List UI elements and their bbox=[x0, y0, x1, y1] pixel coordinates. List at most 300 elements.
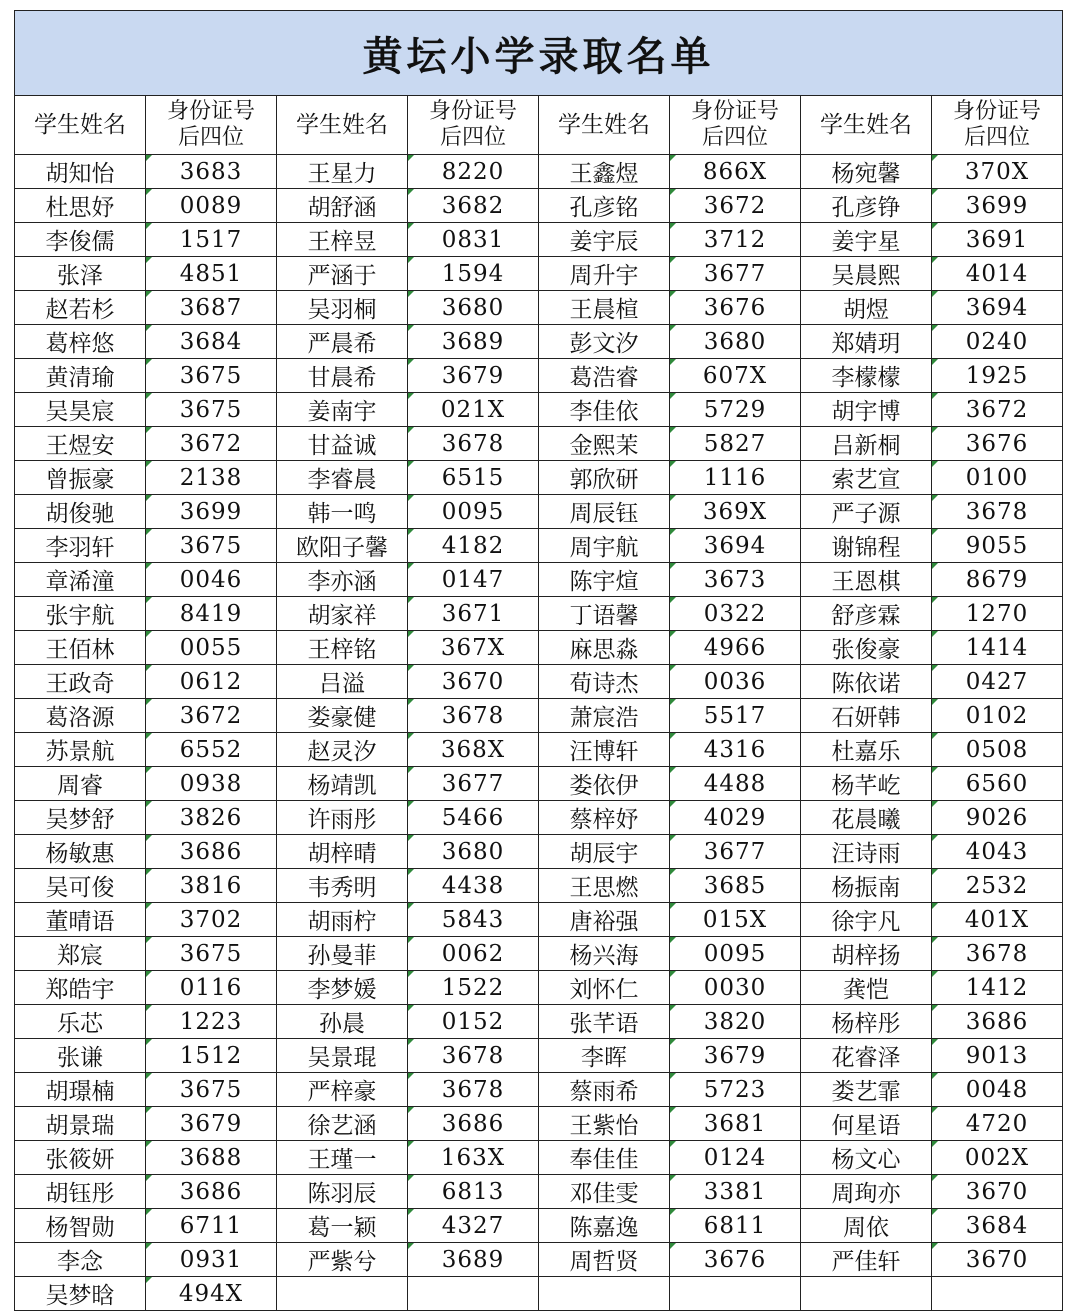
table-row bbox=[15, 155, 1063, 189]
id-last4-cell: 3686 bbox=[408, 1107, 539, 1141]
student-name-cell: 黄清瑜 bbox=[15, 359, 146, 393]
id-last4-cell: 3680 bbox=[408, 291, 539, 325]
id-last4-cell: 2138 bbox=[146, 461, 277, 495]
student-name-cell: 娄依伊 bbox=[539, 767, 670, 801]
id-last4-cell bbox=[932, 1277, 1063, 1311]
student-name-cell: 胡雨柠 bbox=[277, 903, 408, 937]
student-name-cell: 王思燃 bbox=[539, 869, 670, 903]
student-name-cell: 孙曼菲 bbox=[277, 937, 408, 971]
id-last4-cell: 1270 bbox=[932, 597, 1063, 631]
student-name-cell: 严子源 bbox=[801, 495, 932, 529]
id-last4-cell: 3678 bbox=[408, 1039, 539, 1073]
student-name-cell: 欧阳子馨 bbox=[277, 529, 408, 563]
student-name-cell: 李晖 bbox=[539, 1039, 670, 1073]
student-name-cell: 严涵于 bbox=[277, 257, 408, 291]
student-name-cell: 吴昊宸 bbox=[15, 393, 146, 427]
student-name-cell: 王恩棋 bbox=[801, 563, 932, 597]
student-name-cell: 赵灵汐 bbox=[277, 733, 408, 767]
student-name-cell: 李睿晨 bbox=[277, 461, 408, 495]
student-name-cell: 胡璟楠 bbox=[15, 1073, 146, 1107]
id-last4-cell: 163X bbox=[408, 1141, 539, 1175]
student-name-cell: 张宇航 bbox=[15, 597, 146, 631]
header-id-last4 bbox=[408, 96, 539, 155]
student-name-cell: 李亦涵 bbox=[277, 563, 408, 597]
id-last4-cell: 3826 bbox=[146, 801, 277, 835]
id-last4-cell: 3672 bbox=[670, 189, 801, 223]
student-name-cell: 娄豪健 bbox=[277, 699, 408, 733]
student-name-cell: 王瑾一 bbox=[277, 1141, 408, 1175]
id-last4-cell: 3675 bbox=[146, 937, 277, 971]
student-name-cell bbox=[277, 1277, 408, 1311]
id-last4-cell: 3677 bbox=[670, 835, 801, 869]
student-name-cell: 杨靖凯 bbox=[277, 767, 408, 801]
id-last4-cell: 0055 bbox=[146, 631, 277, 665]
student-name-cell: 严佳轩 bbox=[801, 1243, 932, 1277]
id-last4-cell: 3683 bbox=[146, 155, 277, 189]
id-last4-cell: 6811 bbox=[670, 1209, 801, 1243]
id-last4-cell: 3678 bbox=[408, 427, 539, 461]
id-last4-cell: 0427 bbox=[932, 665, 1063, 699]
student-name-cell: 蔡雨希 bbox=[539, 1073, 670, 1107]
id-last4-cell: 1517 bbox=[146, 223, 277, 257]
id-last4-cell: 0240 bbox=[932, 325, 1063, 359]
header-student-name: 学生姓名 bbox=[801, 96, 932, 155]
id-last4-cell: 367X bbox=[408, 631, 539, 665]
id-last4-cell: 6813 bbox=[408, 1175, 539, 1209]
id-last4-cell: 4720 bbox=[932, 1107, 1063, 1141]
table-row bbox=[15, 223, 1063, 257]
id-last4-cell: 1925 bbox=[932, 359, 1063, 393]
student-name-cell: 金熙茉 bbox=[539, 427, 670, 461]
id-last4-cell: 1512 bbox=[146, 1039, 277, 1073]
student-name-cell: 吴景琨 bbox=[277, 1039, 408, 1073]
id-last4-cell: 494X bbox=[146, 1277, 277, 1311]
student-name-cell: 吴可俊 bbox=[15, 869, 146, 903]
table-row bbox=[15, 1039, 1063, 1073]
id-last4-cell: 3381 bbox=[670, 1175, 801, 1209]
id-last4-cell: 4488 bbox=[670, 767, 801, 801]
student-name-cell: 荀诗杰 bbox=[539, 665, 670, 699]
student-name-cell: 吴梦晗 bbox=[15, 1277, 146, 1311]
student-name-cell: 王梓昱 bbox=[277, 223, 408, 257]
id-last4-cell: 0612 bbox=[146, 665, 277, 699]
student-name-cell bbox=[801, 1277, 932, 1311]
student-name-cell: 李俊儒 bbox=[15, 223, 146, 257]
student-name-cell: 王佰林 bbox=[15, 631, 146, 665]
table-row bbox=[15, 257, 1063, 291]
student-name-cell: 周依 bbox=[801, 1209, 932, 1243]
student-name-cell: 胡知怡 bbox=[15, 155, 146, 189]
id-last4-cell: 021X bbox=[408, 393, 539, 427]
student-name-cell: 邓佳雯 bbox=[539, 1175, 670, 1209]
student-name-cell: 张谦 bbox=[15, 1039, 146, 1073]
id-last4-cell: 3699 bbox=[932, 189, 1063, 223]
id-last4-cell: 3682 bbox=[408, 189, 539, 223]
id-last4-cell: 3676 bbox=[932, 427, 1063, 461]
student-name-cell: 许雨彤 bbox=[277, 801, 408, 835]
id-last4-cell: 0095 bbox=[408, 495, 539, 529]
id-last4-cell: 0046 bbox=[146, 563, 277, 597]
id-last4-cell: 1522 bbox=[408, 971, 539, 1005]
student-name-cell: 萧宸浩 bbox=[539, 699, 670, 733]
id-last4-cell: 0116 bbox=[146, 971, 277, 1005]
student-name-cell: 胡煜 bbox=[801, 291, 932, 325]
student-name-cell: 杨芊屹 bbox=[801, 767, 932, 801]
table-row bbox=[15, 733, 1063, 767]
student-name-cell: 胡梓晴 bbox=[277, 835, 408, 869]
id-last4-cell bbox=[408, 1277, 539, 1311]
table-row bbox=[15, 1005, 1063, 1039]
id-last4-cell: 0089 bbox=[146, 189, 277, 223]
student-name-cell: 龚恺 bbox=[801, 971, 932, 1005]
student-name-cell: 李羽轩 bbox=[15, 529, 146, 563]
student-name-cell: 杜思妤 bbox=[15, 189, 146, 223]
student-name-cell: 赵若杉 bbox=[15, 291, 146, 325]
id-last4-cell: 4438 bbox=[408, 869, 539, 903]
table-row bbox=[15, 971, 1063, 1005]
student-name-cell: 葛洛源 bbox=[15, 699, 146, 733]
id-last4-cell: 0322 bbox=[670, 597, 801, 631]
student-name-cell: 汪博轩 bbox=[539, 733, 670, 767]
student-name-cell: 韦秀明 bbox=[277, 869, 408, 903]
id-last4-cell: 0062 bbox=[408, 937, 539, 971]
id-last4-cell: 3672 bbox=[932, 393, 1063, 427]
student-name-cell: 花睿泽 bbox=[801, 1039, 932, 1073]
id-last4-cell: 3672 bbox=[146, 699, 277, 733]
header-student-name: 学生姓名 bbox=[15, 96, 146, 155]
table-row bbox=[15, 903, 1063, 937]
student-name-cell: 杨梓彤 bbox=[801, 1005, 932, 1039]
id-last4-cell: 3687 bbox=[146, 291, 277, 325]
id-last4-cell: 9055 bbox=[932, 529, 1063, 563]
id-last4-cell: 6552 bbox=[146, 733, 277, 767]
student-name-cell: 索艺宣 bbox=[801, 461, 932, 495]
student-name-cell: 丁语馨 bbox=[539, 597, 670, 631]
id-last4-cell: 5466 bbox=[408, 801, 539, 835]
id-last4-cell: 3671 bbox=[408, 597, 539, 631]
student-name-cell: 姜宇星 bbox=[801, 223, 932, 257]
id-last4-cell: 3678 bbox=[408, 699, 539, 733]
id-last4-cell: 0048 bbox=[932, 1073, 1063, 1107]
student-name-cell: 曾振豪 bbox=[15, 461, 146, 495]
id-last4-cell: 3670 bbox=[408, 665, 539, 699]
student-name-cell: 张俊豪 bbox=[801, 631, 932, 665]
id-last4-cell: 3685 bbox=[670, 869, 801, 903]
id-last4-cell: 3694 bbox=[670, 529, 801, 563]
id-last4-cell: 002X bbox=[932, 1141, 1063, 1175]
id-last4-cell: 0124 bbox=[670, 1141, 801, 1175]
student-name-cell bbox=[539, 1277, 670, 1311]
student-name-cell: 杨宛馨 bbox=[801, 155, 932, 189]
student-name-cell: 李梦媛 bbox=[277, 971, 408, 1005]
student-name-cell: 胡舒涵 bbox=[277, 189, 408, 223]
student-name-cell: 徐艺涵 bbox=[277, 1107, 408, 1141]
id-last4-cell: 4043 bbox=[932, 835, 1063, 869]
id-last4-cell: 3678 bbox=[932, 937, 1063, 971]
student-name-cell: 周宇航 bbox=[539, 529, 670, 563]
id-last4-cell: 4182 bbox=[408, 529, 539, 563]
header-id-line1: 身份证号 bbox=[166, 99, 255, 124]
id-last4-cell: 3675 bbox=[146, 1073, 277, 1107]
student-name-cell: 陈宇煊 bbox=[539, 563, 670, 597]
header-id-line2: 后四位 bbox=[439, 125, 506, 150]
student-name-cell: 汪诗雨 bbox=[801, 835, 932, 869]
table-row bbox=[15, 1243, 1063, 1277]
table-row bbox=[15, 1175, 1063, 1209]
id-last4-cell: 370X bbox=[932, 155, 1063, 189]
student-name-cell: 杨智勋 bbox=[15, 1209, 146, 1243]
admission-list-table bbox=[14, 10, 1063, 1311]
table-row bbox=[15, 937, 1063, 971]
table-row bbox=[15, 1107, 1063, 1141]
student-name-cell: 甘晨希 bbox=[277, 359, 408, 393]
id-last4-cell: 3712 bbox=[670, 223, 801, 257]
student-name-cell: 郑宸 bbox=[15, 937, 146, 971]
student-name-cell: 吴羽桐 bbox=[277, 291, 408, 325]
id-last4-cell: 1223 bbox=[146, 1005, 277, 1039]
student-name-cell: 唐裕强 bbox=[539, 903, 670, 937]
id-last4-cell: 3675 bbox=[146, 359, 277, 393]
header-id-line1: 身份证号 bbox=[690, 99, 779, 124]
id-last4-cell: 3676 bbox=[670, 1243, 801, 1277]
id-last4-cell: 5843 bbox=[408, 903, 539, 937]
student-name-cell: 徐宇凡 bbox=[801, 903, 932, 937]
table-row bbox=[15, 699, 1063, 733]
student-name-cell: 周哲贤 bbox=[539, 1243, 670, 1277]
id-last4-cell: 6560 bbox=[932, 767, 1063, 801]
id-last4-cell: 3680 bbox=[670, 325, 801, 359]
student-name-cell: 何星语 bbox=[801, 1107, 932, 1141]
id-last4-cell: 5729 bbox=[670, 393, 801, 427]
id-last4-cell: 3684 bbox=[146, 325, 277, 359]
id-last4-cell: 3670 bbox=[932, 1243, 1063, 1277]
table-row bbox=[15, 189, 1063, 223]
id-last4-cell: 3688 bbox=[146, 1141, 277, 1175]
student-name-cell: 苏景航 bbox=[15, 733, 146, 767]
table-row bbox=[15, 563, 1063, 597]
table-row bbox=[15, 597, 1063, 631]
header-row bbox=[15, 96, 1063, 155]
student-name-cell: 严晨希 bbox=[277, 325, 408, 359]
student-name-cell: 胡景瑞 bbox=[15, 1107, 146, 1141]
id-last4-cell: 3686 bbox=[932, 1005, 1063, 1039]
id-last4-cell: 1116 bbox=[670, 461, 801, 495]
student-name-cell: 王晨楦 bbox=[539, 291, 670, 325]
student-name-cell: 娄艺霏 bbox=[801, 1073, 932, 1107]
id-last4-cell: 4851 bbox=[146, 257, 277, 291]
header-id-last4 bbox=[670, 96, 801, 155]
header-student-name: 学生姓名 bbox=[539, 96, 670, 155]
id-last4-cell: 3672 bbox=[146, 427, 277, 461]
student-name-cell: 胡辰宇 bbox=[539, 835, 670, 869]
student-name-cell: 姜南宇 bbox=[277, 393, 408, 427]
id-last4-cell: 0831 bbox=[408, 223, 539, 257]
student-name-cell: 奉佳佳 bbox=[539, 1141, 670, 1175]
table-row bbox=[15, 461, 1063, 495]
student-name-cell: 杨兴海 bbox=[539, 937, 670, 971]
id-last4-cell: 3679 bbox=[670, 1039, 801, 1073]
student-name-cell: 姜宇辰 bbox=[539, 223, 670, 257]
id-last4-cell: 0036 bbox=[670, 665, 801, 699]
student-name-cell: 王梓铭 bbox=[277, 631, 408, 665]
student-name-cell: 韩一鸣 bbox=[277, 495, 408, 529]
student-name-cell: 吕新桐 bbox=[801, 427, 932, 461]
page-title: 黄坛小学录取名单 bbox=[15, 11, 1063, 96]
id-last4-cell: 3678 bbox=[932, 495, 1063, 529]
student-name-cell: 孙晨 bbox=[277, 1005, 408, 1039]
id-last4-cell: 0938 bbox=[146, 767, 277, 801]
student-name-cell: 胡钰彤 bbox=[15, 1175, 146, 1209]
id-last4-cell: 3675 bbox=[146, 393, 277, 427]
student-name-cell: 王政奇 bbox=[15, 665, 146, 699]
student-name-cell: 乐芯 bbox=[15, 1005, 146, 1039]
id-last4-cell: 369X bbox=[670, 495, 801, 529]
table-row bbox=[15, 427, 1063, 461]
header-student-name: 学生姓名 bbox=[277, 96, 408, 155]
id-last4-cell: 401X bbox=[932, 903, 1063, 937]
student-name-cell: 蔡梓妤 bbox=[539, 801, 670, 835]
id-last4-cell: 3684 bbox=[932, 1209, 1063, 1243]
id-last4-cell: 9026 bbox=[932, 801, 1063, 835]
student-name-cell: 杨敏惠 bbox=[15, 835, 146, 869]
student-name-cell: 吕溢 bbox=[277, 665, 408, 699]
student-name-cell: 胡梓扬 bbox=[801, 937, 932, 971]
student-name-cell: 葛浩睿 bbox=[539, 359, 670, 393]
table-row bbox=[15, 1141, 1063, 1175]
student-name-cell: 胡宇博 bbox=[801, 393, 932, 427]
id-last4-cell: 4966 bbox=[670, 631, 801, 665]
id-last4-cell: 3675 bbox=[146, 529, 277, 563]
student-name-cell: 彭文汐 bbox=[539, 325, 670, 359]
student-name-cell: 孔彦铭 bbox=[539, 189, 670, 223]
id-last4-cell: 866X bbox=[670, 155, 801, 189]
id-last4-cell: 8220 bbox=[408, 155, 539, 189]
student-name-cell: 杜嘉乐 bbox=[801, 733, 932, 767]
id-last4-cell: 3681 bbox=[670, 1107, 801, 1141]
id-last4-cell: 4327 bbox=[408, 1209, 539, 1243]
student-name-cell: 李念 bbox=[15, 1243, 146, 1277]
id-last4-cell: 1414 bbox=[932, 631, 1063, 665]
student-name-cell: 王煜安 bbox=[15, 427, 146, 461]
id-last4-cell: 5517 bbox=[670, 699, 801, 733]
id-last4-cell: 5827 bbox=[670, 427, 801, 461]
id-last4-cell: 3699 bbox=[146, 495, 277, 529]
id-last4-cell: 2532 bbox=[932, 869, 1063, 903]
id-last4-cell: 3702 bbox=[146, 903, 277, 937]
student-name-cell: 吴晨熙 bbox=[801, 257, 932, 291]
id-last4-cell: 9013 bbox=[932, 1039, 1063, 1073]
table-row bbox=[15, 529, 1063, 563]
student-name-cell: 李佳依 bbox=[539, 393, 670, 427]
id-last4-cell bbox=[670, 1277, 801, 1311]
id-last4-cell: 3677 bbox=[408, 767, 539, 801]
id-last4-cell: 3680 bbox=[408, 835, 539, 869]
student-name-cell: 张芊语 bbox=[539, 1005, 670, 1039]
table-row bbox=[15, 835, 1063, 869]
table-row bbox=[15, 767, 1063, 801]
student-name-cell: 葛一颖 bbox=[277, 1209, 408, 1243]
student-name-cell: 李檬檬 bbox=[801, 359, 932, 393]
student-name-cell: 严紫兮 bbox=[277, 1243, 408, 1277]
id-last4-cell: 015X bbox=[670, 903, 801, 937]
id-last4-cell: 3686 bbox=[146, 835, 277, 869]
header-id-line2: 后四位 bbox=[701, 125, 768, 150]
id-last4-cell: 8419 bbox=[146, 597, 277, 631]
table-row bbox=[15, 1277, 1063, 1311]
id-last4-cell: 0102 bbox=[932, 699, 1063, 733]
table-row bbox=[15, 359, 1063, 393]
student-name-cell: 王星力 bbox=[277, 155, 408, 189]
student-name-cell: 王鑫煜 bbox=[539, 155, 670, 189]
student-name-cell: 严梓豪 bbox=[277, 1073, 408, 1107]
student-name-cell: 刘怀仁 bbox=[539, 971, 670, 1005]
header-id-line1: 身份证号 bbox=[952, 99, 1041, 124]
table-row bbox=[15, 291, 1063, 325]
id-last4-cell: 0152 bbox=[408, 1005, 539, 1039]
student-name-cell: 孔彦铮 bbox=[801, 189, 932, 223]
header-id-line2: 后四位 bbox=[177, 125, 244, 150]
id-last4-cell: 607X bbox=[670, 359, 801, 393]
id-last4-cell: 4316 bbox=[670, 733, 801, 767]
student-name-cell: 甘益诚 bbox=[277, 427, 408, 461]
id-last4-cell: 3677 bbox=[670, 257, 801, 291]
id-last4-cell: 0100 bbox=[932, 461, 1063, 495]
student-name-cell: 谢锦程 bbox=[801, 529, 932, 563]
id-last4-cell: 6515 bbox=[408, 461, 539, 495]
id-last4-cell: 8679 bbox=[932, 563, 1063, 597]
header-id-line2: 后四位 bbox=[963, 125, 1030, 150]
id-last4-cell: 3673 bbox=[670, 563, 801, 597]
table-row bbox=[15, 801, 1063, 835]
student-name-cell: 章浠潼 bbox=[15, 563, 146, 597]
id-last4-cell: 5723 bbox=[670, 1073, 801, 1107]
id-last4-cell: 4029 bbox=[670, 801, 801, 835]
student-name-cell: 周辰钰 bbox=[539, 495, 670, 529]
table-row bbox=[15, 1209, 1063, 1243]
id-last4-cell: 3679 bbox=[408, 359, 539, 393]
student-name-cell: 周珣亦 bbox=[801, 1175, 932, 1209]
student-name-cell: 麻思淼 bbox=[539, 631, 670, 665]
id-last4-cell: 0095 bbox=[670, 937, 801, 971]
table-row bbox=[15, 665, 1063, 699]
student-name-cell: 张筱妍 bbox=[15, 1141, 146, 1175]
student-name-cell: 陈依诺 bbox=[801, 665, 932, 699]
student-name-cell: 陈羽辰 bbox=[277, 1175, 408, 1209]
student-name-cell: 葛梓悠 bbox=[15, 325, 146, 359]
student-name-cell: 杨振南 bbox=[801, 869, 932, 903]
id-last4-cell: 3689 bbox=[408, 1243, 539, 1277]
student-name-cell: 陈嘉逸 bbox=[539, 1209, 670, 1243]
header-id-last4 bbox=[146, 96, 277, 155]
table-row bbox=[15, 1073, 1063, 1107]
student-name-cell: 董晴语 bbox=[15, 903, 146, 937]
student-name-cell: 郭欣研 bbox=[539, 461, 670, 495]
id-last4-cell: 4014 bbox=[932, 257, 1063, 291]
header-id-line1: 身份证号 bbox=[428, 99, 517, 124]
id-last4-cell: 6711 bbox=[146, 1209, 277, 1243]
header-id-last4 bbox=[932, 96, 1063, 155]
id-last4-cell: 3678 bbox=[408, 1073, 539, 1107]
table-row bbox=[15, 869, 1063, 903]
student-name-cell: 郑皓宇 bbox=[15, 971, 146, 1005]
id-last4-cell: 3820 bbox=[670, 1005, 801, 1039]
id-last4-cell: 0147 bbox=[408, 563, 539, 597]
table-row bbox=[15, 393, 1063, 427]
table-row bbox=[15, 631, 1063, 665]
id-last4-cell: 0931 bbox=[146, 1243, 277, 1277]
student-name-cell: 周睿 bbox=[15, 767, 146, 801]
student-name-cell: 周升宇 bbox=[539, 257, 670, 291]
